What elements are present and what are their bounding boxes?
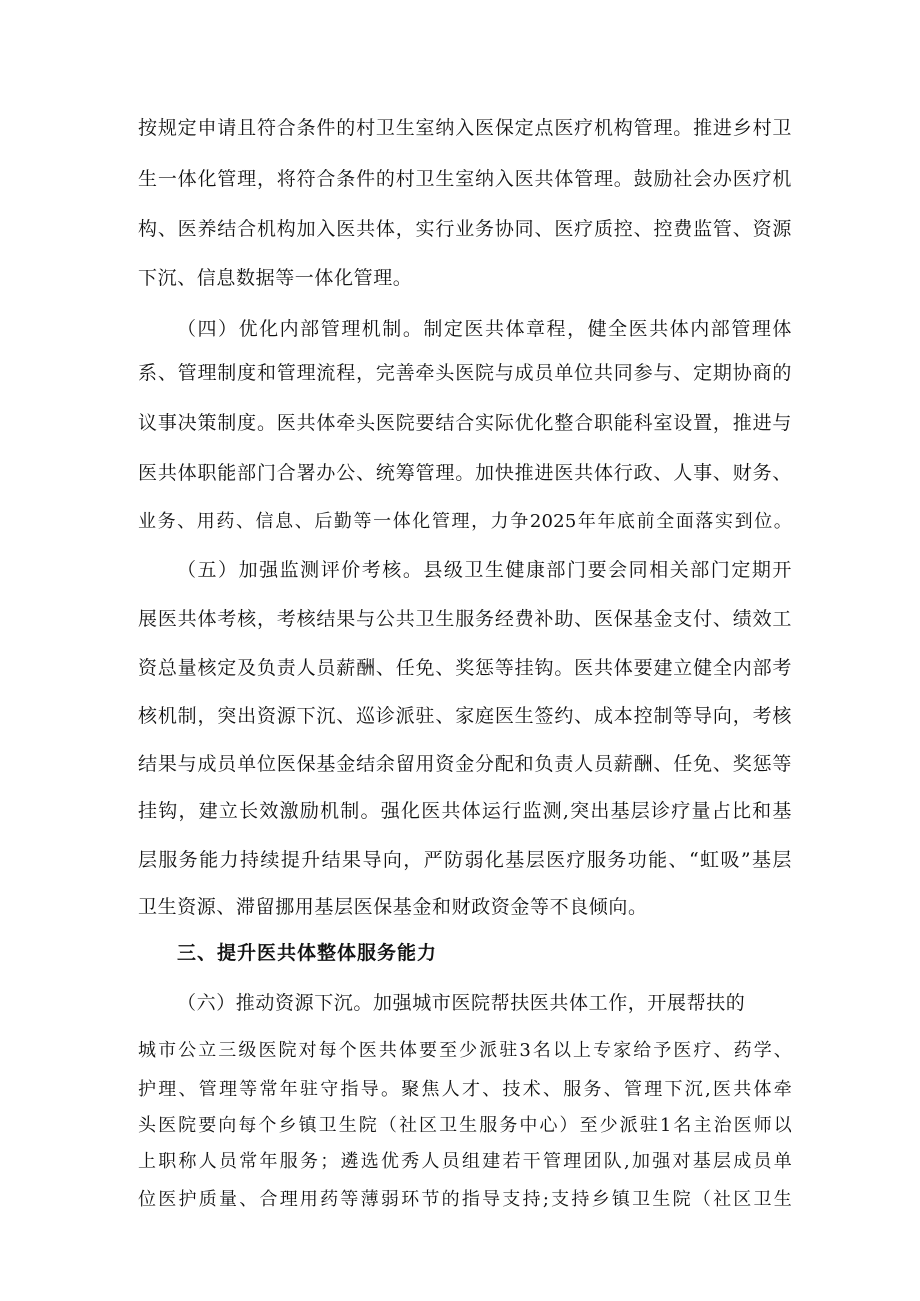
text-line: 构、医养结合机构加入医共体，实行业务协同、医疗质控、控费监管、资源 bbox=[138, 218, 792, 240]
text-line: 展医共体考核，考核结果与公共卫生服务经费补助、医保基金支付、绩效工 bbox=[138, 608, 792, 630]
text-line: 业务、用药、信息、后勤等一体化管理，力争2025年年底前全面落实到位。 bbox=[138, 511, 792, 532]
text-line: 挂钩，建立长效激励机制。强化医共体运行监测,突出基层诊疗量占比和基 bbox=[138, 800, 792, 822]
text-line: 议事决策制度。医共体牵头医院要结合实际优化整合职能科室设置，推进与 bbox=[138, 412, 792, 434]
text-line: （六）推动资源下沉。加强城市医院帮扶医共体工作，开展帮扶的 bbox=[177, 992, 746, 1014]
section-heading: 三、提升医共体整体服务能力 bbox=[177, 942, 438, 964]
text-line: 位医护质量、合理用药等薄弱环节的指导支持;支持乡镇卫生院（社区卫生 bbox=[138, 1189, 792, 1210]
text-line: 头医院要向每个乡镇卫生院（社区卫生服务中心）至少派驻1名主治医师以 bbox=[138, 1115, 792, 1136]
text-line: （五）加强监测评价考核。县级卫生健康部门要会同相关部门定期开 bbox=[177, 559, 792, 581]
text-line: 医共体职能部门合署办公、统筹管理。加快推进医共体行政、人事、财务、 bbox=[138, 462, 792, 484]
text-line: （四）优化内部管理机制。制定医共体章程，健全医共体内部管理体 bbox=[177, 318, 792, 340]
text-line: 按规定申请且符合条件的村卫生室纳入医保定点医疗机构管理。推进乡村卫 bbox=[138, 117, 792, 139]
text-line: 系、管理制度和管理流程，完善牵头医院与成员单位共同参与、定期协商的 bbox=[138, 362, 792, 384]
text-line: 资总量核定及负责人员薪酬、任免、奖惩等挂钩。医共体要建立健全内部考 bbox=[138, 657, 792, 679]
text-line: 核机制，突出资源下沉、巡诊派驻、家庭医生签约、成本控制等导向，考核 bbox=[138, 705, 792, 727]
text-line: 上职称人员常年服务；遴选优秀人员组建若干管理团队,加强对基层成员单 bbox=[138, 1151, 792, 1172]
text-line: 卫生资源、滞留挪用基层医保基金和财政资金等不良倾向。 bbox=[138, 896, 648, 918]
text-line: 下沉、信息数据等一体化管理。 bbox=[138, 267, 413, 289]
text-line: 层服务能力持续提升结果导向，严防弱化基层医疗服务功能、“虹吸”基层 bbox=[138, 849, 792, 871]
text-line: 结果与成员单位医保基金结余留用资金分配和负责人员薪酬、任免、奖惩等 bbox=[138, 753, 792, 775]
text-line: 生一体化管理，将符合条件的村卫生室纳入医共体管理。鼓励社会办医疗机 bbox=[138, 168, 792, 190]
text-line: 城市公立三级医院对每个医共体要至少派驻3名以上专家给予医疗、药学、 bbox=[138, 1040, 792, 1061]
text-line: 护理、管理等常年驻守指导。聚焦人才、技术、服务、管理下沉,医共体牵 bbox=[138, 1079, 792, 1100]
